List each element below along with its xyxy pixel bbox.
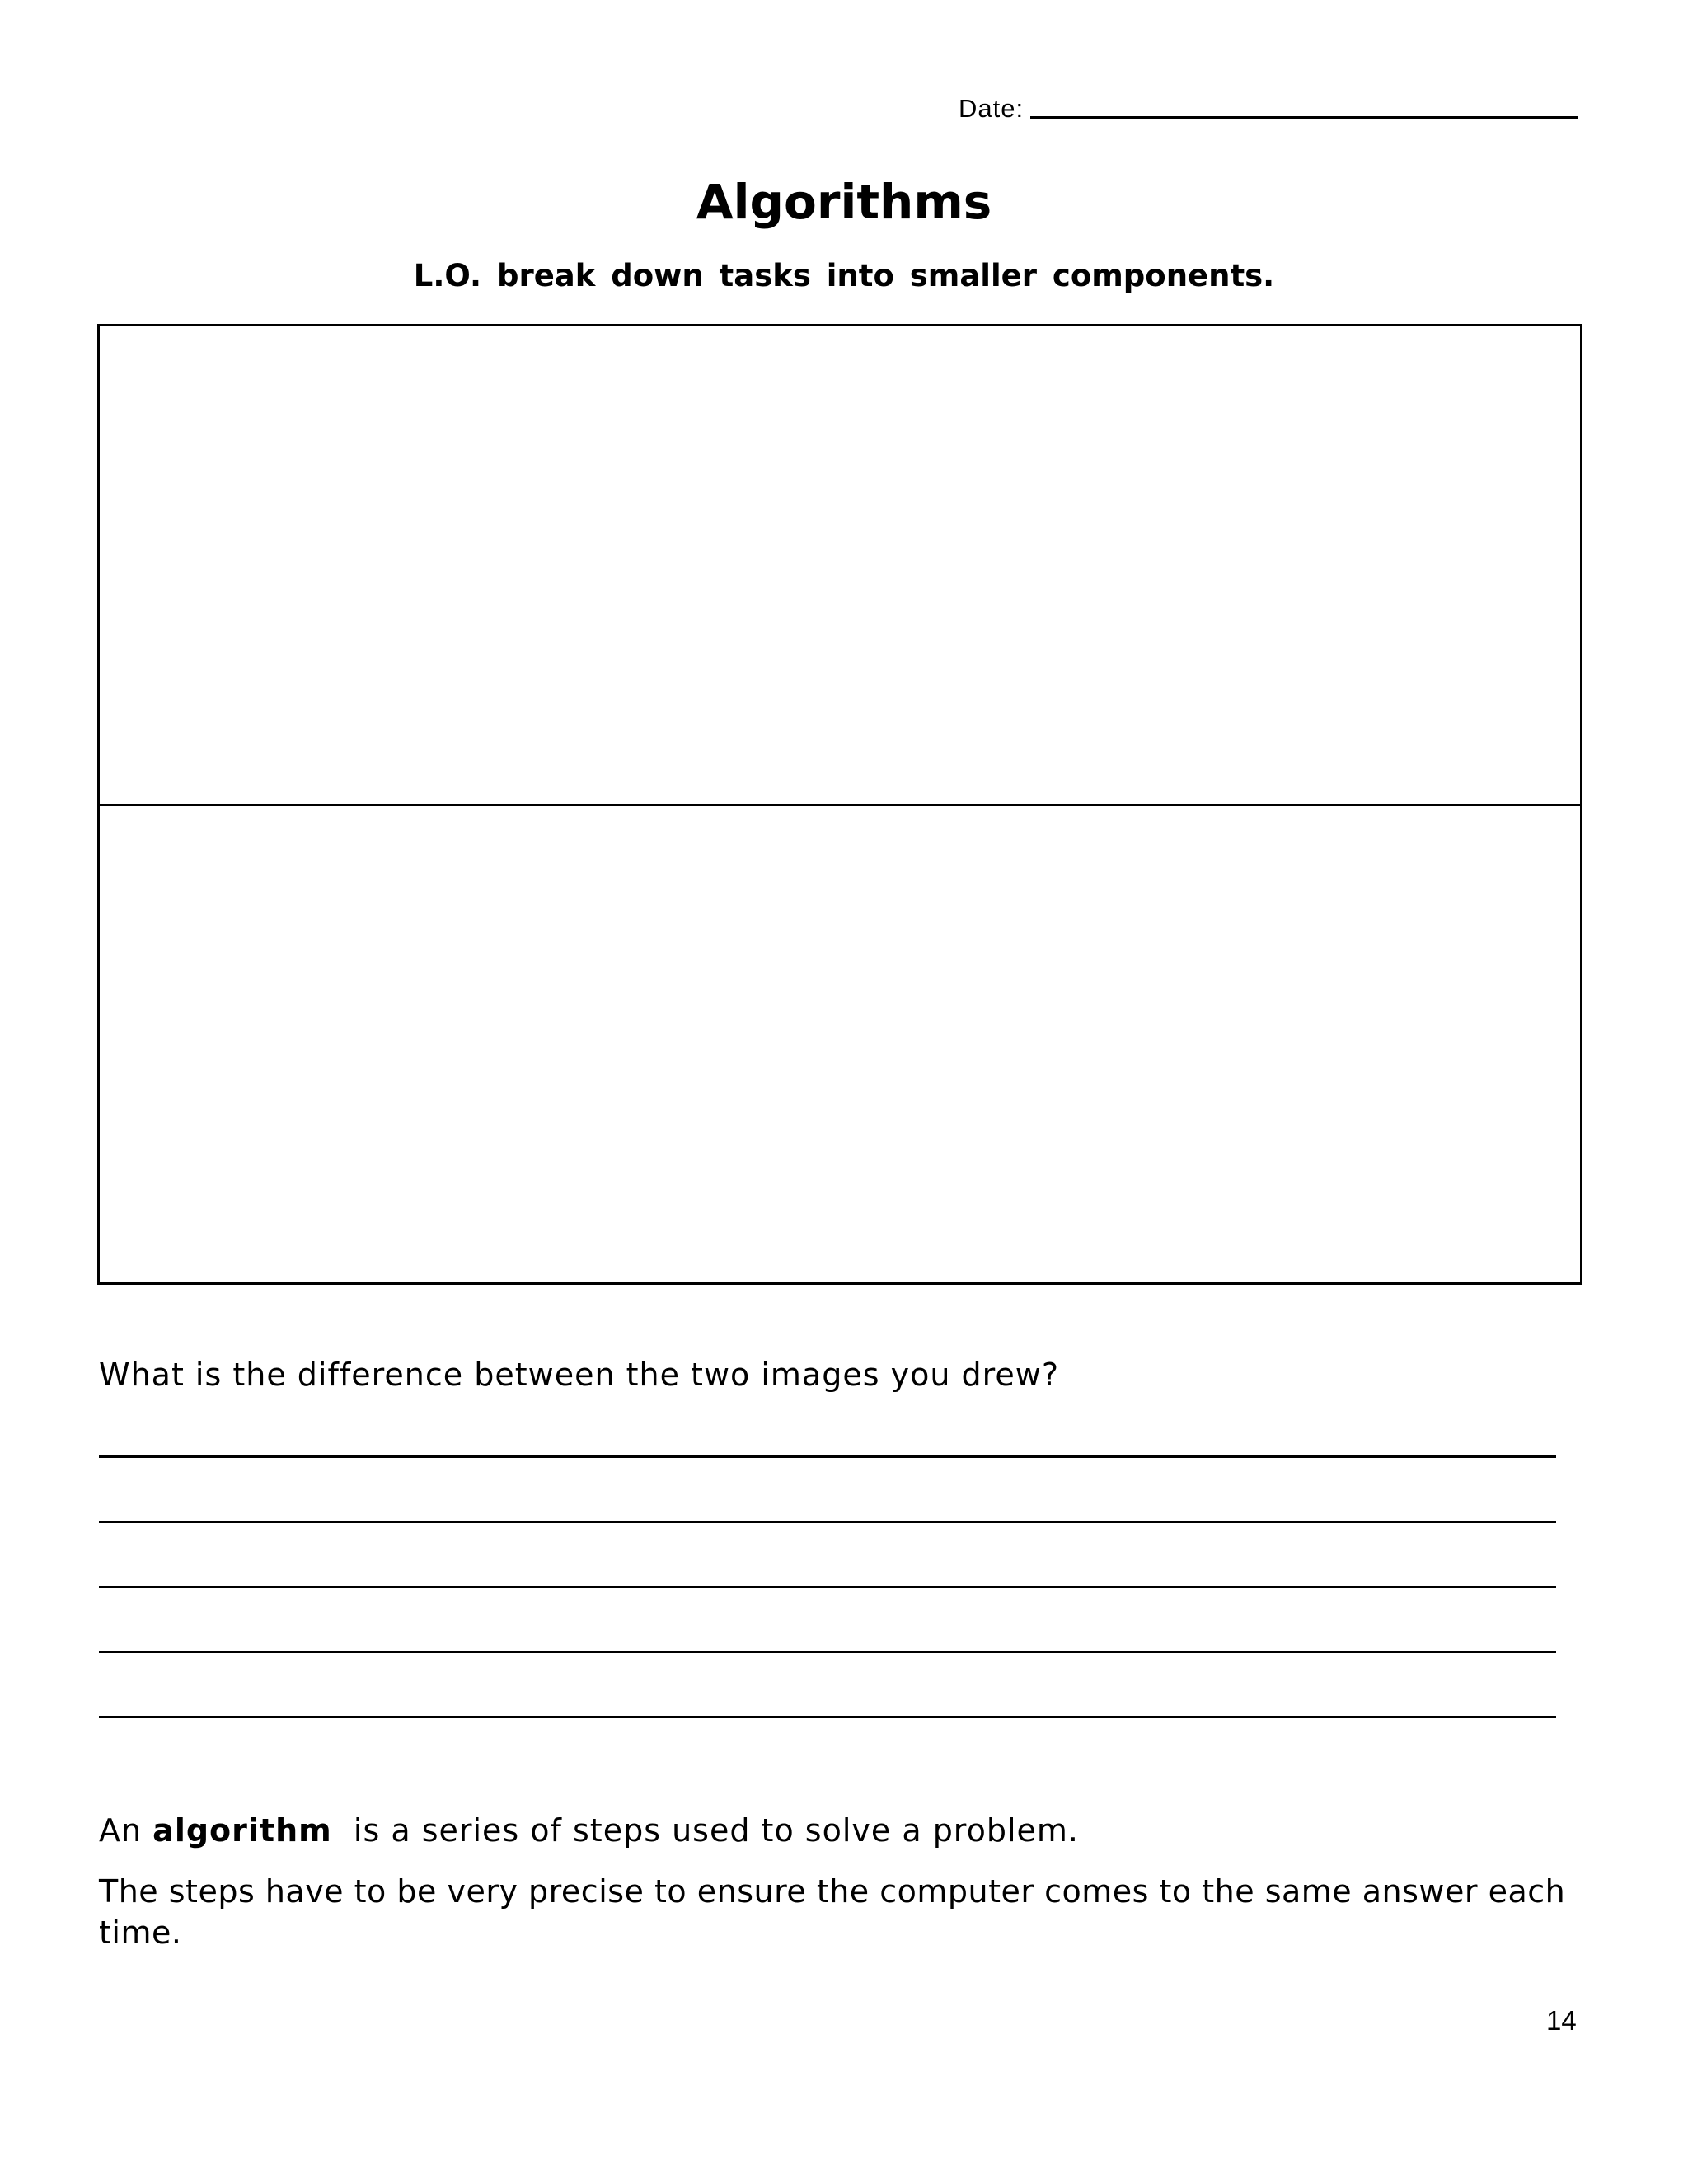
question-text: What is the difference between the two images you drew?	[99, 1357, 1060, 1393]
precision-note: The steps have to be very precise to ensure the computer comes to the same answer each time.	[99, 1873, 1566, 1951]
drawing-panel-bottom[interactable]	[100, 806, 1580, 1282]
drawing-box	[97, 324, 1582, 1285]
date-field	[959, 92, 1578, 125]
definition-term: algorithm	[152, 1812, 332, 1849]
drawing-panel-top[interactable]	[100, 326, 1580, 804]
page-title: Algorithms	[696, 174, 992, 230]
answer-line-2[interactable]	[99, 1521, 1556, 1523]
algorithm-definition	[99, 1807, 1079, 1854]
answer-line-4[interactable]	[99, 1651, 1556, 1653]
answer-line-3[interactable]	[99, 1586, 1556, 1588]
learning-objective: L.O. break down tasks into smaller components.	[413, 258, 1275, 293]
definition-suffix: is a series of steps used to solve a problem.	[331, 1812, 1080, 1849]
page-number: 14	[1546, 2005, 1577, 2036]
date-write-line[interactable]	[1030, 116, 1578, 119]
definition-prefix: An	[99, 1812, 153, 1849]
answer-line-1[interactable]	[99, 1455, 1556, 1458]
date-label: Date:	[959, 94, 1025, 123]
answer-line-5[interactable]	[99, 1716, 1556, 1718]
